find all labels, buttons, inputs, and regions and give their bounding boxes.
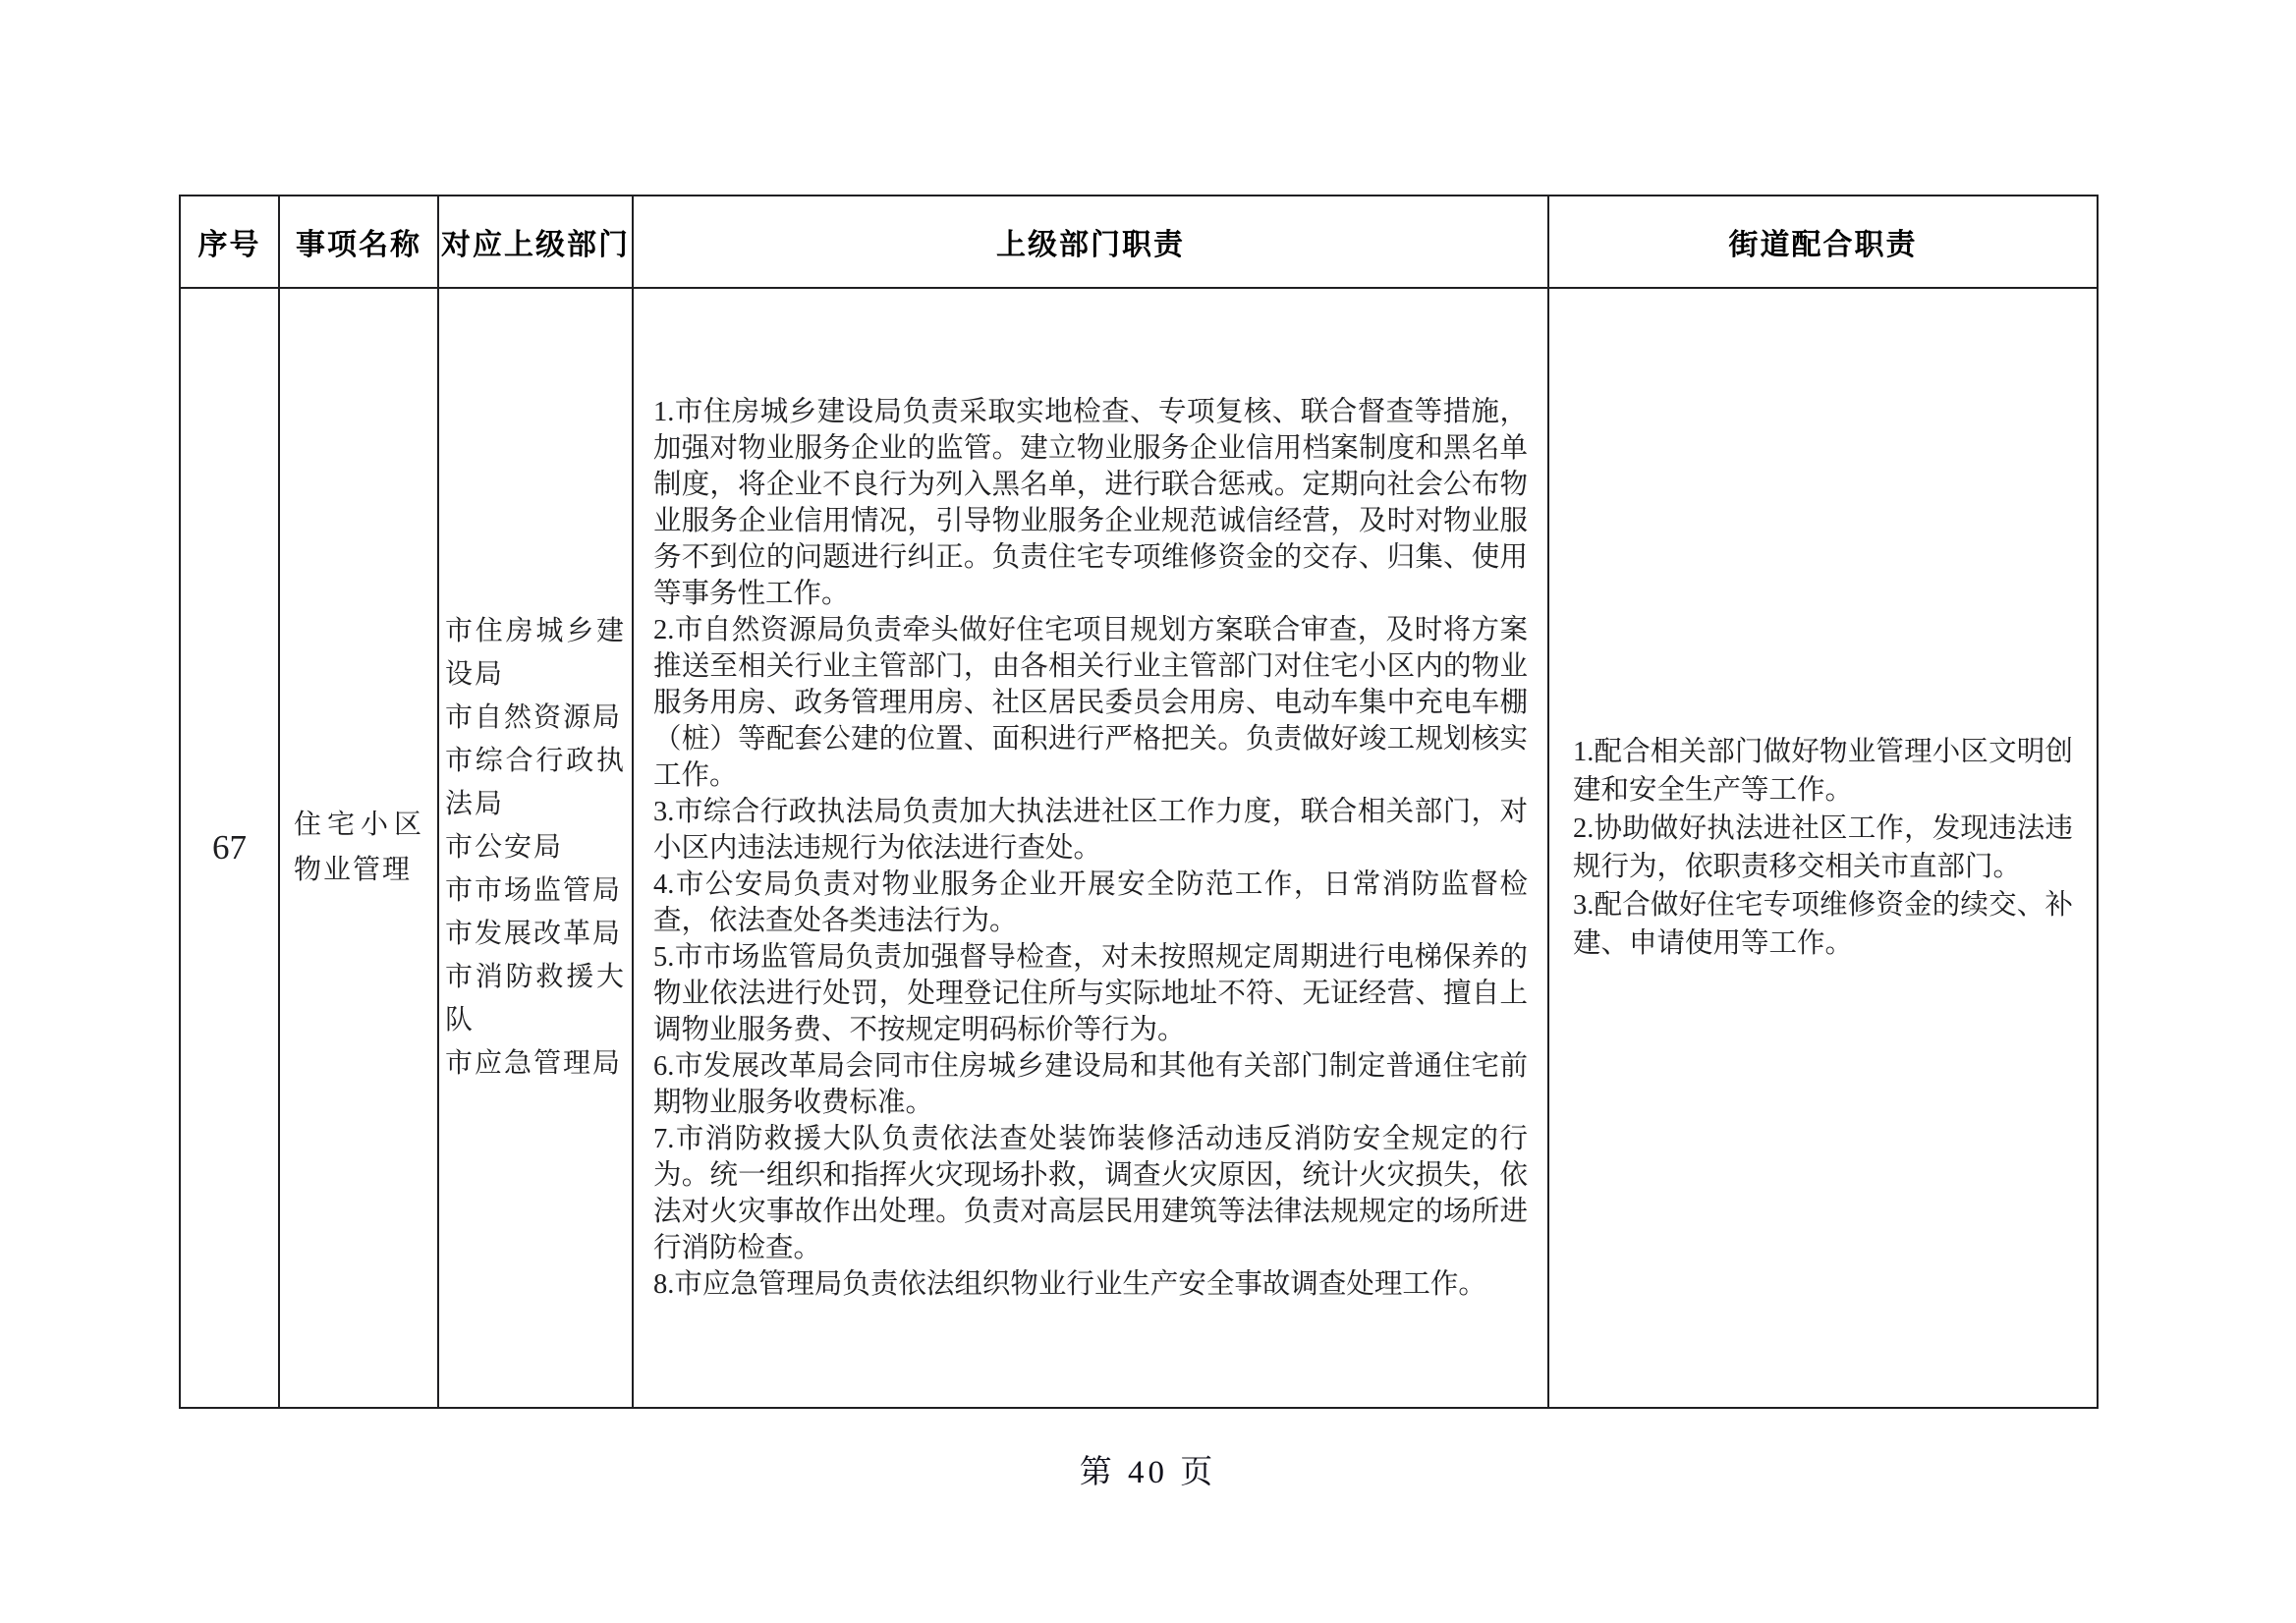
- header-departments: 对应上级部门: [438, 196, 633, 288]
- department-line: 市发展改革局: [445, 919, 623, 949]
- page-number: 第 40 页: [1079, 1455, 1217, 1490]
- street-duty-paragraph: 2.协助做好执法进社区工作，发现违法违规行为，依职责移交相关市直部门。: [1573, 813, 2073, 882]
- superior-duty-paragraph: 2.市自然资源局负责牵头做好住宅项目规划方案联合审查，及时将方案推送至相关行业主管部门，由各相关行业主管部门对住宅小区内的物业服务用房、政务管理用房、社区居民委员会用房、电动车集中充电车棚（桩）等配套公建的位置、面积进行严格把关。负责做好竣工规划核实工作。: [653, 614, 1528, 791]
- department-line: 市市场监管局: [445, 875, 623, 906]
- department-line: 市应急管理局: [445, 1048, 623, 1079]
- superior-duty-paragraph: 1.市住房城乡建设局负责采取实地检查、专项复核、联合督查等措施，加强对物业服务企业的监管。建立物业服务企业信用档案制度和黑名单制度，将企业不良行为列入黑名单，进行联合惩戒。定期向社会公布物业服务企业信用情况，引导物业服务企业规范诚信经营，及时对物业服务不到位的问题进行纠正。负责住宅专项维修资金的交存、归集、使用等事务性工作。: [653, 396, 1528, 609]
- table-row: [180, 288, 2098, 1408]
- header-row: [180, 196, 2098, 288]
- superior-duty-paragraph: 7.市消防救援大队负责依法查处装饰装修活动违反消防安全规定的行为。统一组织和指挥火灾现场扑救，调查火灾原因，统计火灾损失，依法对火灾事故作出处理。负责对高层民用建筑等法律法规规定的场所进行消防检查。: [653, 1123, 1528, 1263]
- superior-duty-paragraph: 5.市市场监管局负责加强督导检查，对未按照规定周期进行电梯保养的物业依法进行处罚，处理登记住所与实际地址不符、无证经营、擅自上调物业服务费、不按规定明码标价等行为。: [653, 941, 1528, 1045]
- duties-table: [179, 195, 2099, 1409]
- header-item-name: 事项名称: [279, 196, 438, 288]
- department-line: 市自然资源局: [445, 702, 623, 733]
- superior-duty-paragraph: 8.市应急管理局负责依法组织物业行业生产安全事故调查处理工作。: [653, 1268, 1486, 1300]
- departments-cell: [438, 288, 633, 1408]
- department-line: 市消防救援大队: [445, 962, 626, 1035]
- street-duty-paragraph: 1.配合相关部门做好物业管理小区文明创建和安全生产等工作。: [1573, 737, 2073, 806]
- street-duties-cell: [1548, 288, 2098, 1408]
- department-line: 市公安局: [445, 832, 564, 863]
- header-street-duties: 街道配合职责: [1548, 196, 2098, 288]
- department-line: 市住房城乡建设局: [445, 616, 626, 690]
- item-name-cell: 住宅小区物业管理: [279, 288, 438, 1408]
- superior-duty-paragraph: 3.市综合行政执法局负责加大执法进社区工作力度，联合相关部门，对小区内违法违规行为依法进行查处。: [653, 796, 1528, 864]
- superior-duty-paragraph: 4.市公安局负责对物业服务企业开展安全防范工作，日常消防监督检查，依法查处各类违法行为。: [653, 868, 1528, 936]
- department-line: 市综合行政执法局: [445, 746, 626, 819]
- street-duty-paragraph: 3.配合做好住宅专项维修资金的续交、补建、申请使用等工作。: [1573, 890, 2073, 959]
- row-index-cell: 67: [180, 288, 279, 1408]
- header-index: 序号: [180, 196, 279, 288]
- superior-duties-cell: [633, 288, 1548, 1408]
- header-superior-duties: 上级部门职责: [633, 196, 1548, 288]
- superior-duty-paragraph: 6.市发展改革局会同市住房城乡建设局和其他有关部门制定普通住宅前期物业服务收费标准。: [653, 1050, 1528, 1118]
